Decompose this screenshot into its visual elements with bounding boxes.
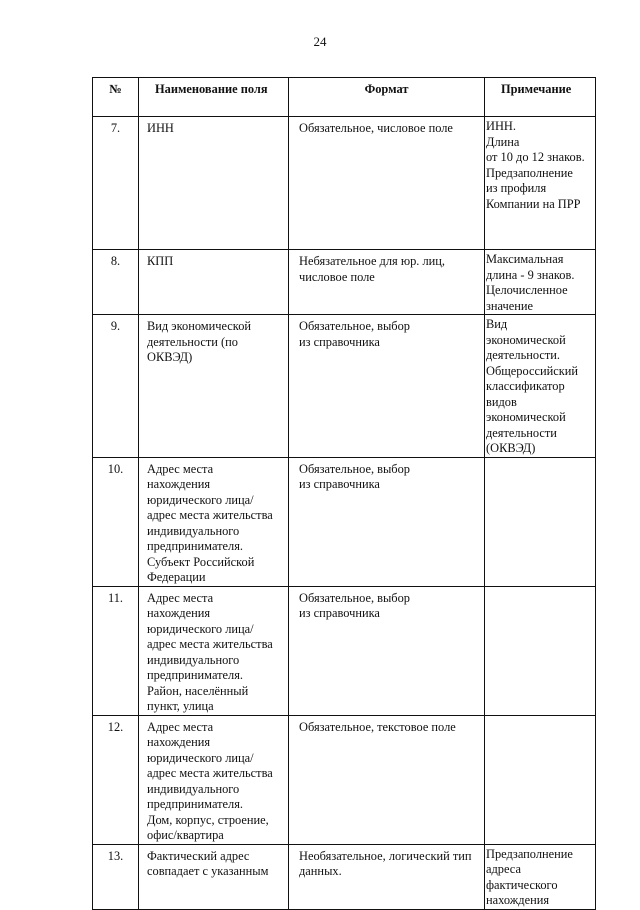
field-name-line: Федерации — [147, 570, 206, 584]
field-name-line: Фактический адрес — [147, 848, 250, 863]
note-line: Вид — [486, 317, 508, 331]
header-number: № — [93, 78, 139, 117]
note-line: (ОКВЭД) — [486, 441, 536, 455]
field-name-line: Район, населённый — [147, 683, 249, 698]
field-name-cell — [139, 715, 289, 844]
format-cell — [289, 250, 485, 315]
field-name-line: Адрес места — [147, 719, 214, 734]
note-cell — [485, 844, 596, 909]
field-name-line: предпринимателя. — [147, 668, 244, 682]
note-line: Предзаполнение — [486, 165, 573, 180]
format-line: Обязательное, выбор — [299, 461, 411, 476]
note-line: Компании на ПРР — [486, 196, 581, 211]
field-name-cell — [139, 117, 289, 250]
field-name-line: адрес места жительства — [147, 766, 273, 780]
table-row — [93, 844, 596, 909]
table-row — [93, 457, 596, 586]
field-name-line: юридического лица/ — [147, 492, 254, 507]
row-number: 11. — [93, 586, 139, 715]
field-name-line: юридического лица/ — [147, 621, 254, 636]
note-line: экономической — [486, 410, 566, 424]
field-name-cell — [139, 844, 289, 909]
format-line: из справочника — [299, 334, 380, 349]
field-name-line: ОКВЭД) — [147, 350, 193, 364]
row-number: 8. — [93, 250, 139, 315]
fields-table — [92, 77, 596, 910]
note-line: деятельности. — [486, 348, 561, 362]
format-cell — [289, 315, 485, 458]
field-name-line: индивидуального — [147, 781, 240, 796]
field-name-line: Субъект Российской — [147, 554, 255, 569]
field-name-line: индивидуального — [147, 523, 240, 538]
field-name-line: совпадает с указанным — [147, 864, 269, 878]
header-note: Примечание — [485, 78, 596, 117]
note-line: от 10 до 12 знаков. — [486, 150, 585, 164]
field-name-line: Адрес места — [147, 461, 214, 476]
table-row — [93, 586, 596, 715]
note-line: Длина — [486, 134, 520, 149]
field-name-cell — [139, 315, 289, 458]
table-row — [93, 315, 596, 458]
table-body — [93, 117, 596, 910]
field-name-line: ИНН — [147, 121, 174, 135]
note-cell — [485, 250, 596, 315]
note-line: Предзаполнение — [486, 846, 573, 861]
header-format: Формат — [289, 78, 485, 117]
format-cell — [289, 715, 485, 844]
note-line: Максимальная — [486, 252, 564, 266]
field-name-line: индивидуального — [147, 652, 240, 667]
page-number: 24 — [313, 34, 327, 49]
format-cell — [289, 117, 485, 250]
note-line: видов — [486, 394, 517, 409]
format-cell — [289, 457, 485, 586]
note-line: значение — [486, 298, 534, 313]
field-name-line: адрес места жительства — [147, 508, 273, 522]
note-line: длина - 9 знаков. — [486, 267, 575, 282]
row-number: 7. — [93, 117, 139, 250]
format-line: Обязательное, выбор — [299, 590, 411, 605]
format-line: из справочника — [299, 477, 380, 491]
field-name-line: пункт, улица — [147, 699, 214, 713]
field-name-cell — [139, 250, 289, 315]
field-name-line: офис/квартира — [147, 828, 224, 842]
format-line: данных. — [299, 864, 342, 878]
field-name-line: предпринимателя. — [147, 539, 244, 553]
field-name-line: Дом, корпус, строение, — [147, 812, 269, 827]
field-name-line: предпринимателя. — [147, 797, 244, 811]
note-line: фактического — [486, 877, 558, 892]
format-line: Необязательное, логический тип — [299, 848, 472, 863]
format-line: Небязательное для юр. лиц, — [299, 254, 446, 268]
note-line: классификатор — [486, 379, 565, 393]
note-line: деятельности — [486, 425, 557, 440]
field-name-line: деятельности (по — [147, 334, 238, 349]
row-number: 10. — [93, 457, 139, 586]
note-cell — [485, 586, 596, 715]
note-line: нахождения — [486, 893, 550, 907]
field-name-line: Адрес места — [147, 590, 214, 605]
table-row — [93, 250, 596, 315]
format-line: Обязательное, текстовое поле — [299, 719, 456, 734]
field-name-line: адрес места жительства — [147, 637, 273, 651]
field-name-line: нахождения — [147, 477, 211, 491]
row-number: 12. — [93, 715, 139, 844]
format-line: числовое поле — [299, 269, 375, 284]
note-cell — [485, 457, 596, 586]
format-cell — [289, 586, 485, 715]
note-line: из профиля — [486, 181, 547, 195]
note-cell — [485, 117, 596, 250]
row-number: 13. — [93, 844, 139, 909]
field-name-line: нахождения — [147, 735, 211, 749]
field-name-cell — [139, 457, 289, 586]
header-field-name: Наименование поля — [139, 78, 289, 117]
note-line: Целочисленное — [486, 283, 568, 297]
note-line: экономической — [486, 332, 566, 347]
note-cell — [485, 715, 596, 844]
note-line: Общероссийский — [486, 363, 579, 378]
note-cell — [485, 315, 596, 458]
format-line: Обязательное, числовое поле — [299, 121, 453, 135]
note-line: адреса — [486, 862, 521, 876]
field-name-line: юридического лица/ — [147, 750, 254, 765]
format-line: Обязательное, выбор — [299, 319, 411, 333]
table-row — [93, 715, 596, 844]
note-line: ИНН. — [486, 119, 516, 133]
field-name-line: Вид экономической — [147, 319, 252, 333]
format-line: из справочника — [299, 606, 380, 620]
field-name-line: нахождения — [147, 606, 211, 620]
table-header-row — [93, 78, 596, 117]
field-name-cell — [139, 586, 289, 715]
row-number: 9. — [93, 315, 139, 458]
format-cell — [289, 844, 485, 909]
field-name-line: КПП — [147, 254, 174, 268]
table-row — [93, 117, 596, 250]
